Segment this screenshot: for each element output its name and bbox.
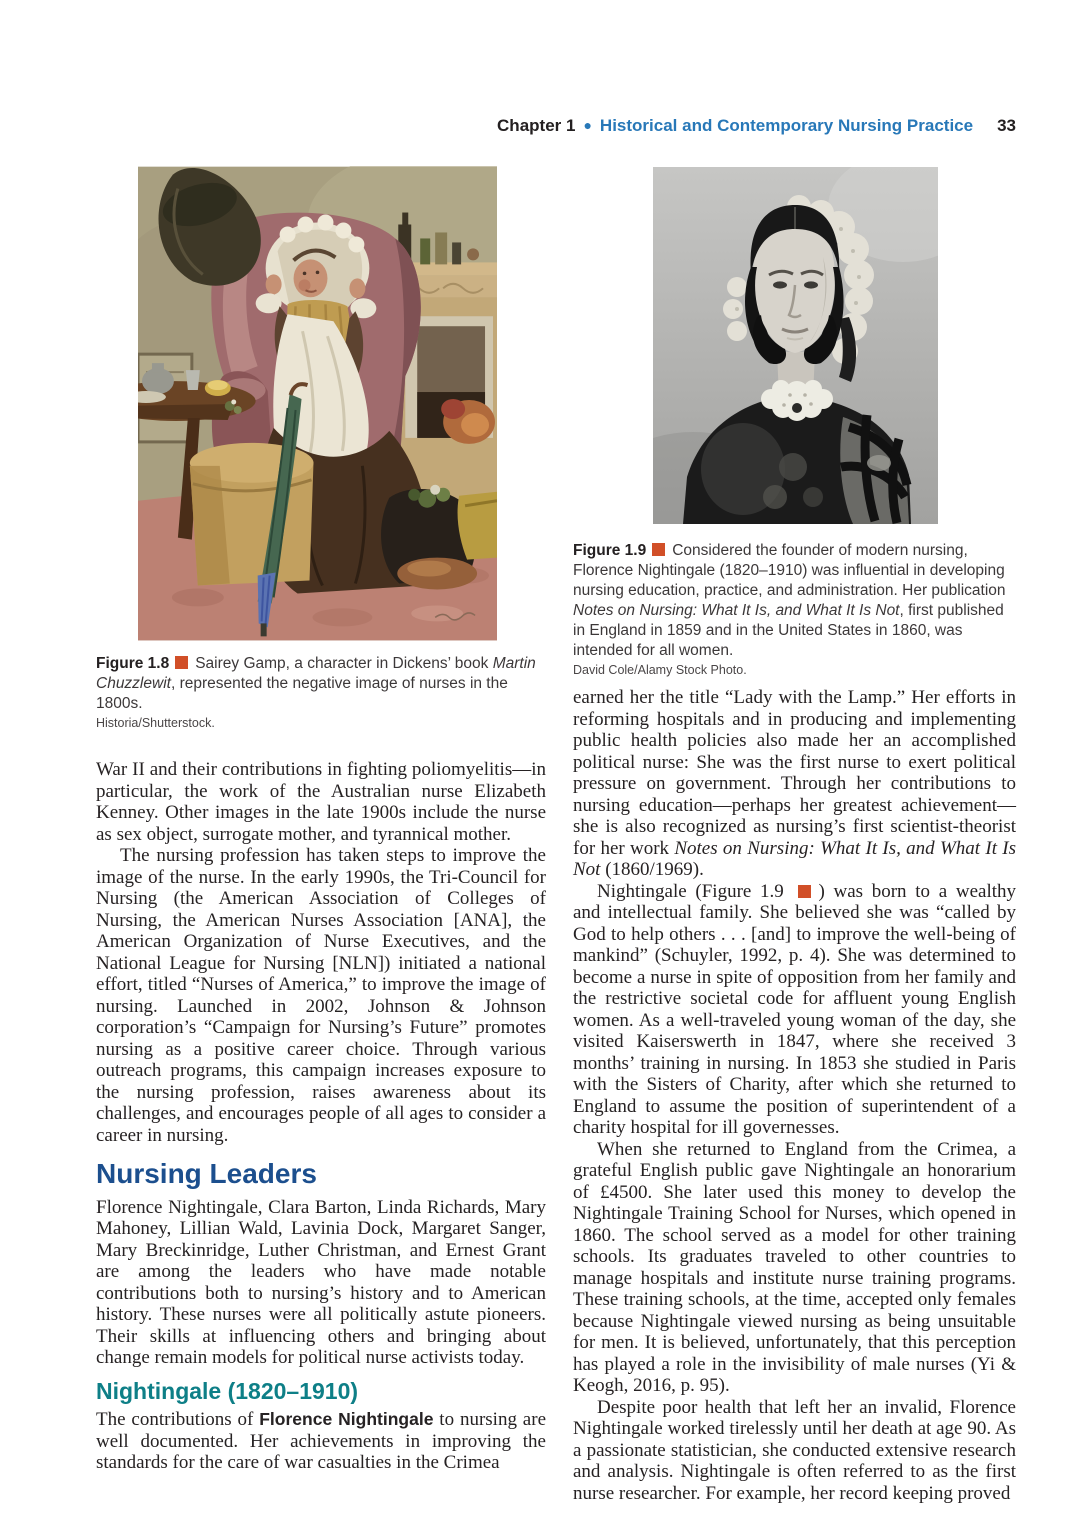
right-column-text [573,687,1016,1504]
text-segment: Despite poor health that left her an invalid, Florence Nightingale worked tirelessly until her death at age 90. As a passionate statistician, she conducted extensive research and analysis. Nightingale is often referred to as the first nurse researcher. For example, her record keeping proved [573,1396,1016,1504]
paragraph [96,845,546,1146]
figure-1-9 [573,167,1016,678]
figure-marker-square-icon [175,656,188,669]
text-segment: Notes on Nursing: What It Is, and What It Is Not [573,602,900,619]
text-segment: The nursing profession has taken steps to improve the image of the nurse. In the early 1990s, the Tri-Council for Nursing (the American Association of Colleges of Nursing, the American Nurses Association [ANA], the American Organization of Nurse Executives, and the National League for Nursing [NLN]) initiated a national effort, titled “Nurses of America,” to improve the image of nursing. Launched in 2002, Johnson & Johnson corporation’s “Campaign for Nursing’s Future” promotes nursing as a positive career choice. Through various outreach programs, this campaign increases exposure to the nursing profession, raises awareness about its challenges, and encourages people of all ages to consider a career in nursing. [96,845,546,1146]
figure-label: Figure 1.9 [573,542,647,559]
subsection-heading: Nightingale (1820–1910) [96,1377,359,1404]
figure-marker-square-icon [652,543,665,556]
figure-1-8-caption [96,654,546,714]
text-segment: to nursing are well documented. Her achievements in improving the standards for the care of war casualties in the Crimea [96,1409,547,1474]
paragraph [96,759,546,845]
text-segment: When she returned to England from the Crimea, a grateful English public gave Nightingale an honorarium of £4500. She later used this money to develop the Nightingale Training School for Nurses, which opened in 1860. The school served as a model for other training schools. Its graduates traveled to other countries to manage hospitals and institute nurse training programs. These training schools, at the time, accepted only females because Nightingale viewed nursing as being unsuitable for men. It is believed, unfortunately, that this perception has played a role in the invisibility of male nurses (Yi & Keogh, 2016, p. 95). [573,1138,1016,1396]
paragraph [573,1397,1016,1505]
sairey-gamp-illustration [138,166,497,641]
text-segment: Florence Nightingale [259,1409,434,1430]
bullet-separator-icon: ● [583,117,592,133]
figure-1-8-illustration [138,166,497,641]
figure-1-9-credit: David Cole/Alamy Stock Photo. [573,663,747,677]
page-number: 33 [997,116,1016,135]
running-header [497,116,1016,136]
text-segment: ) was born to a wealthy and intellectual family. She believed she was “called by God to help others . . . [and] to improve the well-being of mankind” (Schuyler, 1992, p. 4). She was determined to become a nurse in spite of opposition from her family and the restrictive societal code for affluent young English women. As a well-traveled young woman of the day, she visited Kaiserswerth in 1847, where she received 3 months’ training in nursing. In 1853 she studied in Paris with the Sisters of Charity, after which she returned to England to assume the position of superintendent of a charity hospital for ill governesses. [573,880,1016,1138]
chapter-label: Chapter 1 [497,116,576,135]
paragraph [573,881,1016,1139]
text-segment: earned her the title “Lady with the Lamp.” Her efforts in reforming hospitals and in producing and implementing public health policies also made her an accomplished political nurse: She was the first nurse to exert political pressure on government. Through her contributions to nursing education—perhaps her greatest achievement—she is also recognized as nursing’s first scientist-theorist for her work [573,687,1016,859]
paragraph [573,1139,1016,1397]
florence-nightingale-portrait [653,167,938,524]
chapter-title: Historical and Contemporary Nursing Practice [599,116,974,135]
paragraph [573,687,1016,881]
text-segment: Notes on Nursing: What It Is, and What It Is Not [573,837,1016,880]
figure-1-8 [96,166,546,731]
text-segment: War II and their contributions in fighting poliomyelitis—in particular, the work of the Australian nurse Elizabeth Kenney. Other images in the late 1900s include the nurse as sex object, surrogate mother, and tyrannical mother. [96,759,546,845]
figure-1-8-captions [96,654,546,731]
text-segment: Nightingale (Figure 1.9 [597,880,793,902]
left-column-text [96,759,546,1474]
text-segment: Martin Chuzzlewit [96,655,536,692]
text-segment: , first published in England in 1859 and in the United States in 1860, was intended for all women. [573,602,1004,659]
right-column [573,167,1016,1504]
text-segment: Sairey Gamp, a character in Dickens’ book [195,655,493,672]
text-segment: (1860/1969). [600,859,704,880]
left-column [96,166,546,1474]
text-segment: Considered the founder of modern nursing, Florence Nightingale (1820–1910) was influential in developing nursing education, practice, and administration. Her publication [573,542,1006,599]
figure-marker-square-icon [798,885,811,898]
section-heading: Nursing Leaders [96,1158,317,1189]
figure-1-9-photo [653,167,938,524]
figure-1-8-credit: Historia/Shutterstock. [96,716,215,730]
text-segment: The contributions of [96,1409,260,1431]
figure-label: Figure 1.8 [96,655,170,672]
paragraph [96,1409,546,1474]
paragraph [96,1197,546,1369]
figure-1-9-captions [573,541,1016,678]
figure-1-9-caption [573,541,1016,661]
text-segment: , represented the negative image of nurses in the 1800s. [96,675,508,712]
text-segment: Florence Nightingale, Clara Barton, Linda Richards, Mary Mahoney, Lillian Wald, Lavinia Dock, Margaret Sanger, Mary Breckinridge, Luther Christman, and Ernest Grant are among the leaders who have made notable contributions both to nursing’s history and to American history. These nurses were all politically astute pioneers. Their skills at influencing others and bringing about change remain models for political nurse activists today. [96,1196,546,1369]
